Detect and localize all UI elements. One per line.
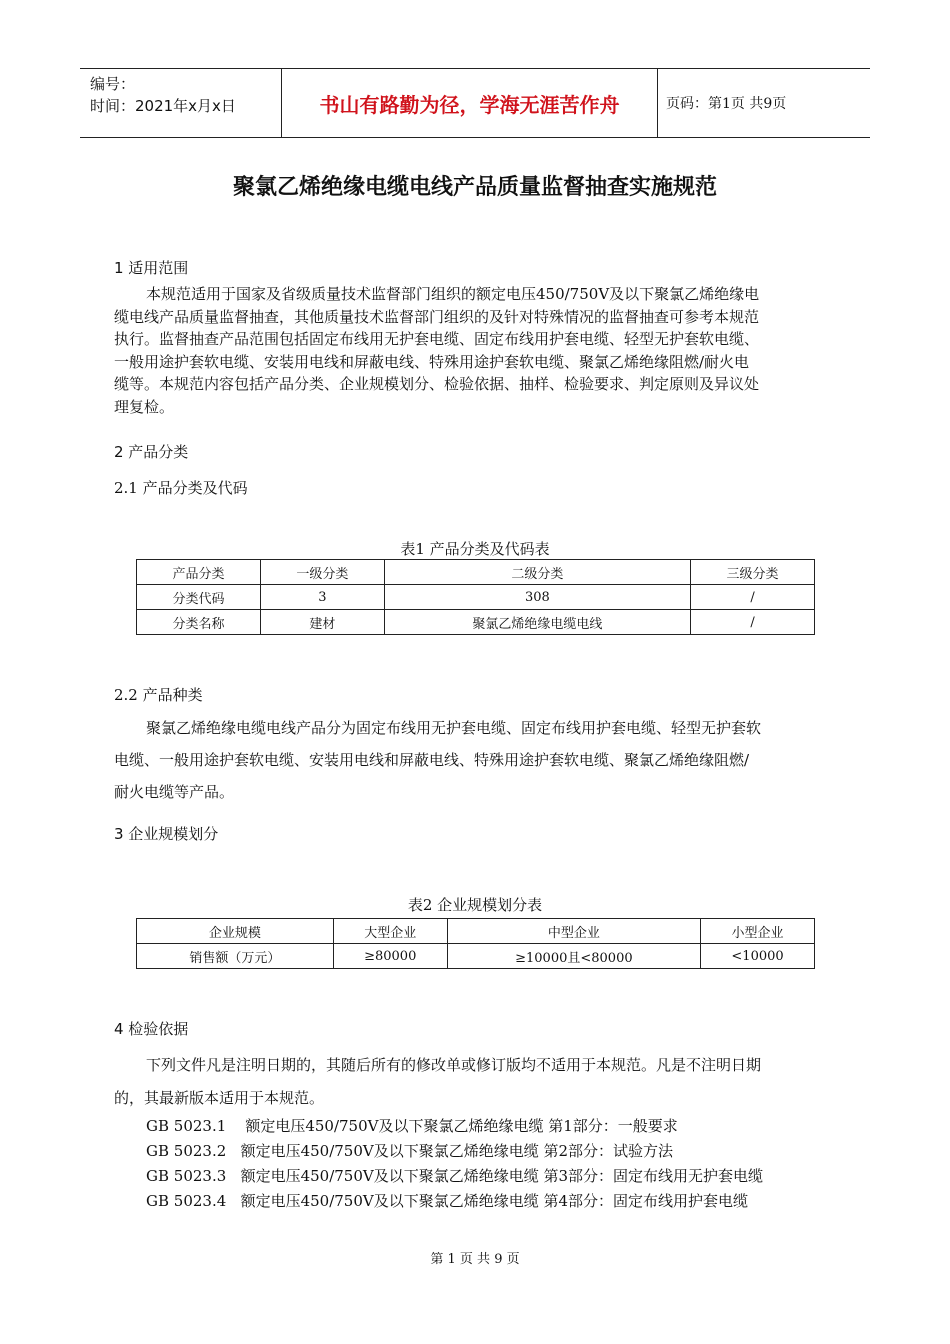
- page-header: [80, 68, 870, 138]
- section-3-heading: 3 企业规模划分: [114, 825, 219, 843]
- section-2-2-heading: 2.2 产品种类: [114, 686, 203, 704]
- table-cell: 建材: [260, 610, 384, 635]
- table-row: [137, 919, 815, 944]
- paragraph-line: 缆等。本规范内容包括产品分类、企业规模划分、检验依据、抽样、检验要求、判定原则及异议处: [114, 375, 760, 393]
- table-cell: 企业规模: [137, 919, 334, 944]
- reference-gb5023-1: GB 5023.1 额定电压450/750V及以下聚氯乙烯绝缘电缆 第1部分：一般要求: [146, 1117, 678, 1135]
- table-cell: 聚氯乙烯绝缘电缆电线: [384, 610, 690, 635]
- header-motto: 书山有路勤为径，学海无涯苦作舟: [281, 69, 658, 137]
- table-row: [137, 944, 815, 969]
- paragraph-line: 耐火电缆等产品。: [114, 783, 235, 801]
- table-cell: 二级分类: [384, 560, 690, 585]
- table-row: [137, 585, 815, 610]
- section-4-body: [114, 1049, 838, 1115]
- reference-gb5023-4: GB 5023.4 额定电压450/750V及以下聚氯乙烯绝缘电缆 第4部分：固定布线用护套电缆: [146, 1192, 749, 1210]
- reference-gb5023-3: GB 5023.3 额定电压450/750V及以下聚氯乙烯绝缘电缆 第3部分：固定布线用无护套电缆: [146, 1167, 764, 1185]
- table-cell: 308: [384, 585, 690, 610]
- paragraph-line: 电缆、一般用途护套软电缆、安装用电线和屏蔽电线、特殊用途护套软电缆、聚氯乙烯绝缘阻燃/: [114, 751, 750, 769]
- page-footer: 第 1 页 共 9 页: [430, 1252, 520, 1267]
- doc-number-label: 编号：: [90, 75, 136, 93]
- paragraph-line: 一般用途护套软电缆、安装用电线和屏蔽电线、特殊用途护套软电缆、聚氯乙烯绝缘阻燃/耐火电: [114, 352, 750, 371]
- table-cell: <10000: [701, 944, 815, 969]
- paragraph-line: 缆电线产品质量监督抽查，其他质量技术监督部门组织的及针对特殊情况的监督抽查可参考本规范: [114, 307, 760, 326]
- table-2-caption: 表2 企业规模划分表: [407, 896, 543, 914]
- table-1-caption: 表1 产品分类及代码表: [400, 540, 550, 558]
- section-4-heading: 4 检验依据: [114, 1020, 189, 1038]
- table-cell: 分类名称: [137, 610, 261, 635]
- section-1-heading: 1 适用范围: [114, 259, 189, 277]
- section-2-2-body: [114, 712, 838, 808]
- table-cell: 中型企业: [447, 919, 700, 944]
- table-cell: 三级分类: [691, 560, 815, 585]
- table-cell: /: [691, 610, 815, 635]
- paragraph-line: 理复检。: [114, 397, 175, 416]
- header-page-info: 页码：第1页 共9页: [666, 96, 787, 112]
- document-title: 聚氯乙烯绝缘电缆电线产品质量监督抽查实施规范: [232, 175, 717, 200]
- enterprise-scale-table: [136, 918, 815, 969]
- section-2-1-heading: 2.1 产品分类及代码: [114, 479, 248, 497]
- paragraph-line: 的，其最新版本适用于本规范。: [114, 1089, 325, 1107]
- table-cell: 一级分类: [260, 560, 384, 585]
- reference-gb5023-2: GB 5023.2 额定电压450/750V及以下聚氯乙烯绝缘电缆 第2部分：试验方法: [146, 1142, 674, 1160]
- doc-date: 时间：2021年x月x日: [90, 97, 236, 115]
- section-1-body: [114, 283, 838, 418]
- table-cell: ≥80000: [333, 944, 447, 969]
- table-cell: 分类代码: [137, 585, 261, 610]
- table-row: [137, 560, 815, 585]
- table-row: [137, 610, 815, 635]
- section-2-heading: 2 产品分类: [114, 443, 189, 461]
- header-meta: [90, 73, 280, 117]
- paragraph-line: 本规范适用于国家及省级质量技术监督部门组织的额定电压450/750V及以下聚氯乙烯绝缘电: [146, 285, 760, 303]
- table-cell: /: [691, 585, 815, 610]
- table-cell: 产品分类: [137, 560, 261, 585]
- product-classification-table: [136, 559, 815, 635]
- table-cell: 3: [260, 585, 384, 610]
- table-cell: 销售额（万元）: [137, 944, 334, 969]
- table-cell: 大型企业: [333, 919, 447, 944]
- table-cell: 小型企业: [701, 919, 815, 944]
- table-cell: ≥10000且<80000: [447, 944, 700, 969]
- paragraph-line: 执行。监督抽查产品范围包括固定布线用无护套电缆、固定布线用护套电缆、轻型无护套软电缆、: [114, 330, 760, 348]
- paragraph-line: 下列文件凡是注明日期的，其随后所有的修改单或修订版均不适用于本规范。凡是不注明日期: [146, 1056, 762, 1074]
- paragraph-line: 聚氯乙烯绝缘电缆电线产品分为固定布线用无护套电缆、固定布线用护套电缆、轻型无护套软: [146, 719, 762, 737]
